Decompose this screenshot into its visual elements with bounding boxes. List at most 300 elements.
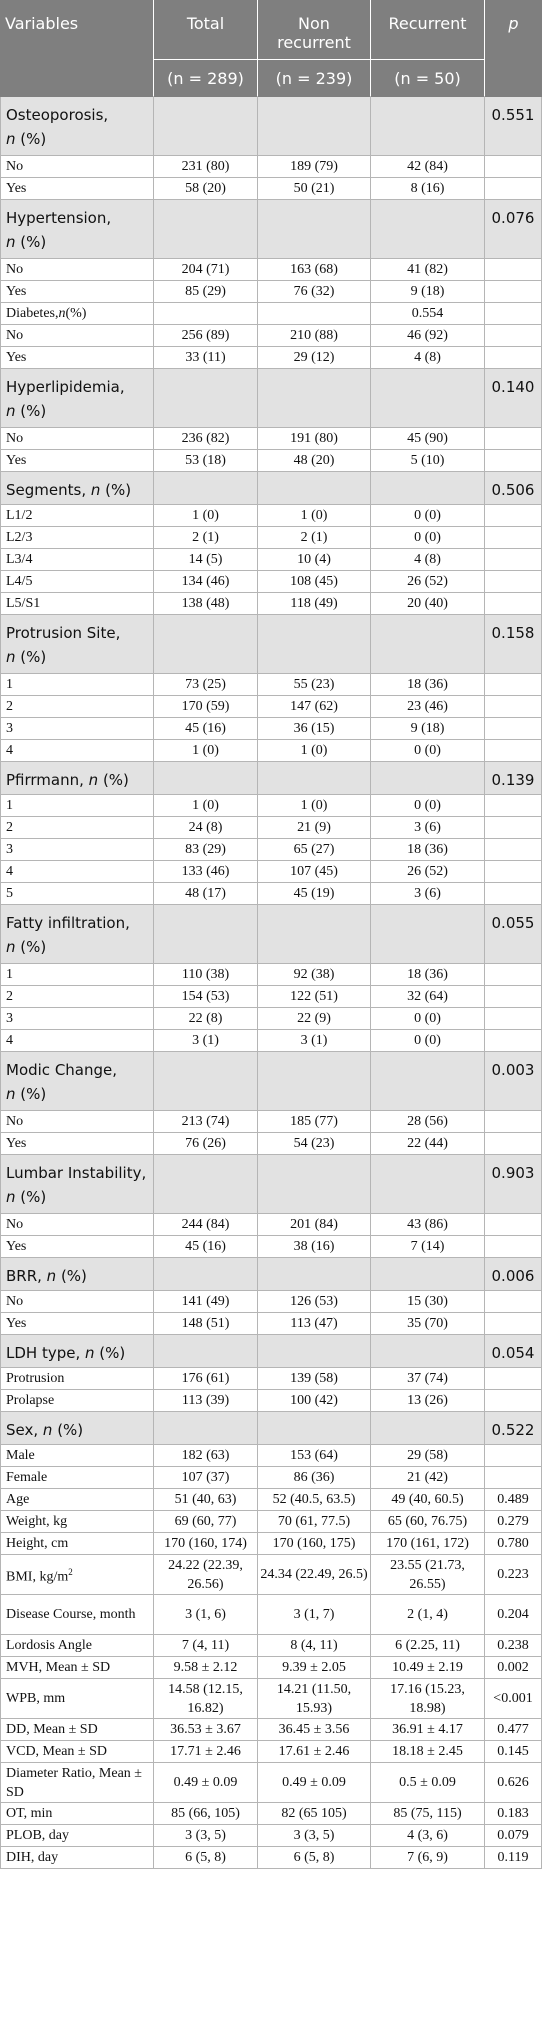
row-value: 133 (46): [154, 861, 258, 883]
row-label-text: VCD, Mean ± SD: [6, 1744, 108, 1759]
row-value: 100 (42): [258, 1390, 371, 1412]
row-label: 1: [0, 795, 154, 817]
row-value: 2 (1): [258, 527, 371, 549]
table-row: [0, 883, 542, 905]
row-value-text: 0.223: [497, 1567, 529, 1582]
row-value: [485, 1445, 542, 1467]
row-value: [485, 674, 542, 696]
table-row: [0, 1555, 542, 1595]
row-value: [485, 156, 542, 178]
row-value: 141 (49): [154, 1291, 258, 1313]
row-value: [485, 325, 542, 347]
row-label: Yes: [0, 1313, 154, 1335]
row-label: [0, 1533, 154, 1555]
section-label: [0, 762, 154, 795]
row-value: 48 (17): [154, 883, 258, 905]
row-value: 0 (0): [371, 740, 485, 762]
row-value: 18 (36): [371, 674, 485, 696]
row-value: 163 (68): [258, 259, 371, 281]
row-value-text: 3 (1, 7): [293, 1607, 335, 1622]
row-value: [485, 1008, 542, 1030]
row-value: 107 (37): [154, 1467, 258, 1489]
header-total-label: Total: [186, 14, 225, 33]
row-value: [371, 1763, 485, 1803]
row-value: 244 (84): [154, 1214, 258, 1236]
row-value: 23 (46): [371, 696, 485, 718]
row-value-text: 17.16 (15.23, 18.98): [390, 1681, 465, 1716]
table-row: [0, 1236, 542, 1258]
row-value-text: 36.53 ± 3.67: [170, 1722, 241, 1737]
section-blank-cell: [258, 1258, 371, 1291]
section-label: [0, 615, 154, 674]
section-label: [0, 1155, 154, 1214]
row-value: 0 (0): [371, 795, 485, 817]
row-value: [485, 861, 542, 883]
row-value: 138 (48): [154, 593, 258, 615]
section-p-value: 0.522: [485, 1412, 542, 1445]
row-value: 33 (11): [154, 347, 258, 369]
row-label: Diabetes, n (%): [0, 303, 154, 325]
row-value: 1 (0): [258, 505, 371, 527]
section-label-line1: LDH type, n (%): [6, 1344, 126, 1362]
row-value: [485, 1111, 542, 1133]
row-value: [154, 1847, 258, 1869]
row-value: 108 (45): [258, 571, 371, 593]
table-row: [0, 281, 542, 303]
row-value-text: 170 (160, 174): [164, 1536, 247, 1551]
row-value: [258, 1741, 371, 1763]
row-label: 4: [0, 861, 154, 883]
row-value: 139 (58): [258, 1368, 371, 1390]
row-value: 154 (53): [154, 986, 258, 1008]
row-value-text: 23.55 (21.73, 26.55): [390, 1557, 465, 1592]
row-label-text: Diameter Ratio, Mean ± SD: [6, 1765, 142, 1800]
row-value-text: 0.626: [497, 1775, 529, 1790]
table-row: [0, 1445, 542, 1467]
row-value-text: 70 (61, 77.5): [277, 1514, 351, 1529]
section-header-row: [0, 200, 542, 259]
row-value: [485, 1803, 542, 1825]
section-blank-cell: [154, 905, 258, 964]
row-value: [485, 1595, 542, 1635]
table-row: [0, 303, 542, 325]
row-value: 9 (18): [371, 718, 485, 740]
row-value: [371, 1657, 485, 1679]
header-p-label: p: [508, 14, 519, 33]
row-value: [371, 1489, 485, 1511]
row-label: [0, 1657, 154, 1679]
row-value: [485, 696, 542, 718]
section-blank-cell: [154, 1052, 258, 1111]
row-label: L2/3: [0, 527, 154, 549]
row-value: 58 (20): [154, 178, 258, 200]
row-value-text: 4 (3, 6): [407, 1828, 448, 1843]
row-value: 7 (14): [371, 1236, 485, 1258]
row-value: 13 (26): [371, 1390, 485, 1412]
table-row: [0, 839, 542, 861]
row-value: [258, 1719, 371, 1741]
section-header-row: [0, 1258, 542, 1291]
row-value: 170 (59): [154, 696, 258, 718]
section-blank-cell: [371, 369, 485, 428]
table-row: [0, 178, 542, 200]
row-value: 0.554: [371, 303, 485, 325]
table-row: [0, 428, 542, 450]
row-value-text: 65 (60, 76.75): [387, 1514, 468, 1529]
row-value-text: 36.91 ± 4.17: [392, 1722, 463, 1737]
row-value: [371, 1803, 485, 1825]
row-value: [485, 593, 542, 615]
row-label: 3: [0, 718, 154, 740]
section-blank-cell: [154, 200, 258, 259]
row-value: [485, 1390, 542, 1412]
row-value-text: 3 (3, 5): [293, 1828, 335, 1843]
row-label-text: PLOB, day: [6, 1828, 69, 1843]
section-blank-cell: [154, 97, 258, 156]
table-row: [0, 1679, 542, 1719]
table-row: [0, 1825, 542, 1847]
row-value: [258, 1511, 371, 1533]
row-value-text: 0.5 ± 0.09: [399, 1775, 456, 1790]
row-value: [371, 1595, 485, 1635]
row-value: 3 (1): [154, 1030, 258, 1052]
row-value: [485, 740, 542, 762]
table-row: [0, 795, 542, 817]
section-label-line1: Hyperlipidemia,: [6, 378, 125, 396]
row-value: 210 (88): [258, 325, 371, 347]
row-value: [485, 795, 542, 817]
section-label-line1: Fatty infiltration,: [6, 914, 130, 932]
row-value: [485, 1511, 542, 1533]
table-row: [0, 1214, 542, 1236]
row-label: [0, 1511, 154, 1533]
section-blank-cell: [258, 1052, 371, 1111]
row-value: 2 (1): [154, 527, 258, 549]
section-p-value: 0.139: [485, 762, 542, 795]
table-row: [0, 718, 542, 740]
row-value-text: 51 (40, 63): [174, 1492, 237, 1507]
table-row: [0, 817, 542, 839]
row-value: [154, 1635, 258, 1657]
section-header-row: [0, 762, 542, 795]
row-value: 15 (30): [371, 1291, 485, 1313]
row-value: 86 (36): [258, 1467, 371, 1489]
table-row: [0, 571, 542, 593]
row-value: [485, 1825, 542, 1847]
row-label-text: WPB, mm: [6, 1691, 66, 1706]
row-value: 83 (29): [154, 839, 258, 861]
row-value: 55 (23): [258, 674, 371, 696]
section-blank-cell: [371, 472, 485, 505]
row-value: [258, 1555, 371, 1595]
row-value: [485, 1236, 542, 1258]
table-row: [0, 964, 542, 986]
row-label: 2: [0, 817, 154, 839]
row-value: 32 (64): [371, 986, 485, 1008]
section-label-line2: n (%): [6, 233, 47, 251]
row-value: [485, 883, 542, 905]
row-value-text: 69 (60, 77): [174, 1514, 237, 1529]
row-label: [0, 1635, 154, 1657]
row-value: 54 (23): [258, 1133, 371, 1155]
section-label-line2: n (%): [6, 130, 47, 148]
row-value: 1 (0): [258, 740, 371, 762]
table-row: [0, 156, 542, 178]
row-value-text: 7 (4, 11): [181, 1638, 230, 1653]
row-label: Yes: [0, 178, 154, 200]
section-blank-cell: [258, 1335, 371, 1368]
row-label: Male: [0, 1445, 154, 1467]
row-value: 0 (0): [371, 527, 485, 549]
row-value-text: 6 (2.25, 11): [395, 1638, 460, 1653]
row-value: 122 (51): [258, 986, 371, 1008]
row-value: 118 (49): [258, 593, 371, 615]
section-label-line1: Protrusion Site,: [6, 624, 121, 642]
row-value-text: 0.49 ± 0.09: [173, 1775, 238, 1790]
row-value: [485, 1030, 542, 1052]
row-label: No: [0, 259, 154, 281]
table-row: [0, 1467, 542, 1489]
row-value: 76 (32): [258, 281, 371, 303]
row-value: [258, 1489, 371, 1511]
row-value: 185 (77): [258, 1111, 371, 1133]
row-value: 0 (0): [371, 1030, 485, 1052]
row-value: [485, 1291, 542, 1313]
row-value: [154, 1741, 258, 1763]
section-label-line2: n (%): [6, 648, 47, 666]
row-value: 26 (52): [371, 861, 485, 883]
row-value: [485, 1847, 542, 1869]
row-value: 53 (18): [154, 450, 258, 472]
row-value: [154, 1511, 258, 1533]
row-value: 107 (45): [258, 861, 371, 883]
row-value: 35 (70): [371, 1313, 485, 1335]
row-value-text: 82 (65 105): [281, 1806, 347, 1821]
section-label: [0, 905, 154, 964]
row-value: 28 (56): [371, 1111, 485, 1133]
row-value: [258, 1595, 371, 1635]
row-value: 1 (0): [154, 795, 258, 817]
row-label: [0, 1741, 154, 1763]
row-label: No: [0, 156, 154, 178]
row-value: 8 (16): [371, 178, 485, 200]
row-value: 213 (74): [154, 1111, 258, 1133]
table-row: [0, 1489, 542, 1511]
row-value: 73 (25): [154, 674, 258, 696]
section-blank-cell: [371, 200, 485, 259]
row-value-text: 0.279: [497, 1514, 529, 1529]
row-value-text: 0.002: [497, 1660, 529, 1675]
section-label-line2: n (%): [6, 1085, 47, 1103]
row-value: 126 (53): [258, 1291, 371, 1313]
row-value-text: <0.001: [493, 1691, 533, 1706]
row-label: L4/5: [0, 571, 154, 593]
row-value: 3 (1): [258, 1030, 371, 1052]
row-value-text: 49 (40, 60.5): [391, 1492, 464, 1507]
row-value: 50 (21): [258, 178, 371, 200]
row-value-text: 9.39 ± 2.05: [282, 1660, 346, 1675]
row-value: 21 (42): [371, 1467, 485, 1489]
row-label: 1: [0, 964, 154, 986]
row-value: [258, 1533, 371, 1555]
table-row: [0, 1719, 542, 1741]
section-header-row: [0, 615, 542, 674]
row-label: 3: [0, 839, 154, 861]
section-header-row: [0, 905, 542, 964]
section-label: [0, 472, 154, 505]
row-value: 191 (80): [258, 428, 371, 450]
row-value: 92 (38): [258, 964, 371, 986]
row-value-text: 0.780: [497, 1536, 529, 1551]
row-label-text: Age: [6, 1492, 30, 1507]
row-value-text: 7 (6, 9): [407, 1850, 448, 1865]
section-blank-cell: [371, 1155, 485, 1214]
row-value: 182 (63): [154, 1445, 258, 1467]
table-row: [0, 696, 542, 718]
row-label: L3/4: [0, 549, 154, 571]
row-label: L5/S1: [0, 593, 154, 615]
section-p-value: 0.551: [485, 97, 542, 156]
row-value: 24 (8): [154, 817, 258, 839]
table-header-row: [0, 0, 542, 60]
row-value: [154, 1489, 258, 1511]
section-blank-cell: [371, 1052, 485, 1111]
row-value: 147 (62): [258, 696, 371, 718]
row-value: [154, 1679, 258, 1719]
table-row: [0, 347, 542, 369]
row-value: 3 (6): [371, 817, 485, 839]
row-label-text: Height, cm: [6, 1536, 69, 1551]
row-label: [0, 1825, 154, 1847]
row-value-text: 14.21 (11.50, 15.93): [276, 1681, 352, 1716]
row-value: 231 (80): [154, 156, 258, 178]
section-header-row: [0, 1335, 542, 1368]
section-label-line1: Modic Change,: [6, 1061, 118, 1079]
row-value: 1 (0): [258, 795, 371, 817]
row-label: 3: [0, 1008, 154, 1030]
row-value: 0 (0): [371, 505, 485, 527]
row-value: [371, 1511, 485, 1533]
row-label: [0, 1719, 154, 1741]
table-row: [0, 1763, 542, 1803]
row-value: [485, 1368, 542, 1390]
row-label-text: Lordosis Angle: [6, 1638, 92, 1653]
table-row: [0, 986, 542, 1008]
header-n-rec: [371, 60, 485, 97]
row-value: [485, 428, 542, 450]
row-value: 29 (12): [258, 347, 371, 369]
row-value-text: 0.49 ± 0.09: [282, 1775, 346, 1790]
table-row: [0, 1008, 542, 1030]
row-value: [154, 1657, 258, 1679]
row-value: [485, 1533, 542, 1555]
row-label-text: Disease Course, month: [6, 1607, 136, 1622]
header-p: [485, 0, 542, 60]
row-value: [485, 1555, 542, 1595]
row-value: [485, 505, 542, 527]
row-value: 21 (9): [258, 817, 371, 839]
row-value: [154, 303, 258, 325]
section-label-line1: Sex, n (%): [6, 1421, 84, 1439]
row-value: 110 (38): [154, 964, 258, 986]
row-label: No: [0, 1291, 154, 1313]
table-row: [0, 674, 542, 696]
row-value: [485, 1214, 542, 1236]
row-label: 5: [0, 883, 154, 905]
row-value: 45 (16): [154, 718, 258, 740]
row-value: 22 (9): [258, 1008, 371, 1030]
table-row: [0, 1111, 542, 1133]
header-n-nonrec-label: (n = 239): [275, 68, 353, 88]
row-value: [485, 1313, 542, 1335]
row-value: 36 (15): [258, 718, 371, 740]
section-blank-cell: [371, 1412, 485, 1445]
row-value-text: 85 (75, 115): [393, 1806, 462, 1821]
section-label: [0, 1258, 154, 1291]
section-blank-cell: [154, 615, 258, 674]
section-label-line1: Lumbar Instability,: [6, 1164, 147, 1182]
table-row: [0, 1657, 542, 1679]
row-value-text: 170 (160, 175): [272, 1536, 356, 1551]
section-blank-cell: [154, 472, 258, 505]
row-value: [485, 1719, 542, 1741]
row-value: 45 (19): [258, 883, 371, 905]
row-value: [485, 839, 542, 861]
section-blank-cell: [371, 615, 485, 674]
row-value: 65 (27): [258, 839, 371, 861]
header-total: [154, 0, 258, 60]
row-value: 38 (16): [258, 1236, 371, 1258]
header-n-rec-label: (n = 50): [394, 68, 461, 88]
row-value: 20 (40): [371, 593, 485, 615]
section-label-line2: n (%): [6, 402, 47, 420]
header-variables: [0, 0, 154, 60]
section-label: [0, 1052, 154, 1111]
header-variables-label: Variables: [5, 14, 79, 33]
row-value-text: 0.079: [497, 1828, 529, 1843]
row-label: [0, 1595, 154, 1635]
row-label: [0, 1763, 154, 1803]
row-label: L1/2: [0, 505, 154, 527]
row-value: [485, 347, 542, 369]
row-value: 18 (36): [371, 964, 485, 986]
row-value: 204 (71): [154, 259, 258, 281]
row-value: [154, 1803, 258, 1825]
row-value: [154, 1533, 258, 1555]
row-value: [258, 1803, 371, 1825]
row-value: [485, 1635, 542, 1657]
section-blank-cell: [371, 1335, 485, 1368]
row-value: 4 (8): [371, 347, 485, 369]
section-label: [0, 1412, 154, 1445]
row-value: 46 (92): [371, 325, 485, 347]
row-value: 48 (20): [258, 450, 371, 472]
row-label: No: [0, 428, 154, 450]
section-p-value: 0.055: [485, 905, 542, 964]
row-value-text: 10.49 ± 2.19: [392, 1660, 463, 1675]
row-label: No: [0, 325, 154, 347]
row-value: 76 (26): [154, 1133, 258, 1155]
row-value: [371, 1741, 485, 1763]
row-value: [485, 1679, 542, 1719]
header-n-total-label: (n = 289): [167, 68, 244, 88]
table-row: [0, 593, 542, 615]
row-label: Yes: [0, 1133, 154, 1155]
table-row: [0, 549, 542, 571]
row-value: 10 (4): [258, 549, 371, 571]
row-value: 45 (90): [371, 428, 485, 450]
row-value: 22 (44): [371, 1133, 485, 1155]
